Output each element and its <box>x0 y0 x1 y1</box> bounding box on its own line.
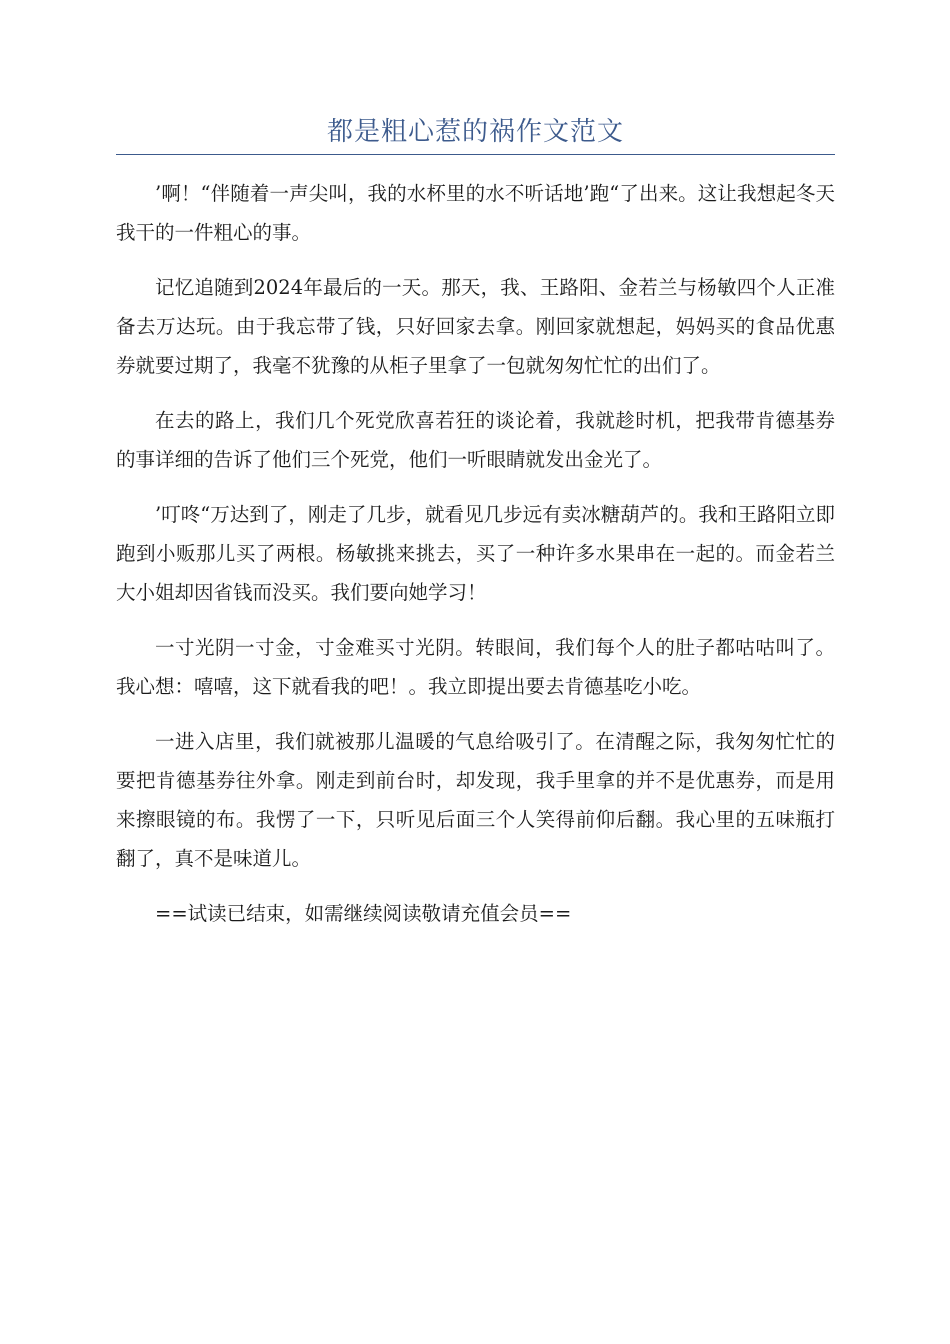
paragraph: 一进入店里，我们就被那儿温暖的气息给吸引了。在清醒之际，我匆匆忙忙的要把肯德基券往外拿。刚走到前台时，却发现，我手里拿的并不是优惠券，而是用来擦眼镜的布。我愣了一下，只听见后面三个人笑得前仰后翻。我心里的五味瓶打翻了，真不是味道儿。 <box>116 730 835 870</box>
document-title: 都是粗心惹的祸作文范文 <box>326 117 624 147</box>
paragraph: 记忆追随到2024年最后的一天。那天，我、王路阳、金若兰与杨敏四个人正准备去万达玩。由于我忘带了钱，只好回家去拿。刚回家就想起，妈妈买的食品优惠券就要过期了，我毫不犹豫的从柜子里拿了一包就匆匆忙忙的出们了。 <box>116 276 835 377</box>
trial-ended-notice: ==试读已结束，如需继续阅读敬请充值会员== <box>155 902 572 925</box>
paragraph: ’啊！“伴随着一声尖叫，我的水杯里的水不听话地’跑“了出来。这让我想起冬天我干的一件粗心的事。 <box>116 182 835 244</box>
paragraph: ’叮咚“万达到了，刚走了几步，就看见几步远有卖冰糖葫芦的。我和王路阳立即跑到小贩那儿买了两根。杨敏挑来挑去，买了一种许多水果串在一起的。而金若兰大小姐却因省钱而没买。我们要向她学习！ <box>116 503 835 604</box>
title-underline <box>116 154 835 155</box>
paragraph: 在去的路上，我们几个死党欣喜若狂的谈论着，我就趁时机，把我带肯德基券的事详细的告诉了他们三个死党，他们一听眼睛就发出金光了。 <box>116 409 835 471</box>
document-body <box>116 174 835 933</box>
paragraph: 一寸光阴一寸金，寸金难买寸光阴。转眼间，我们每个人的肚子都咕咕叫了。我心想：嘻嘻，这下就看我的吧！。我立即提出要去肯德基吃小吃。 <box>116 636 835 698</box>
